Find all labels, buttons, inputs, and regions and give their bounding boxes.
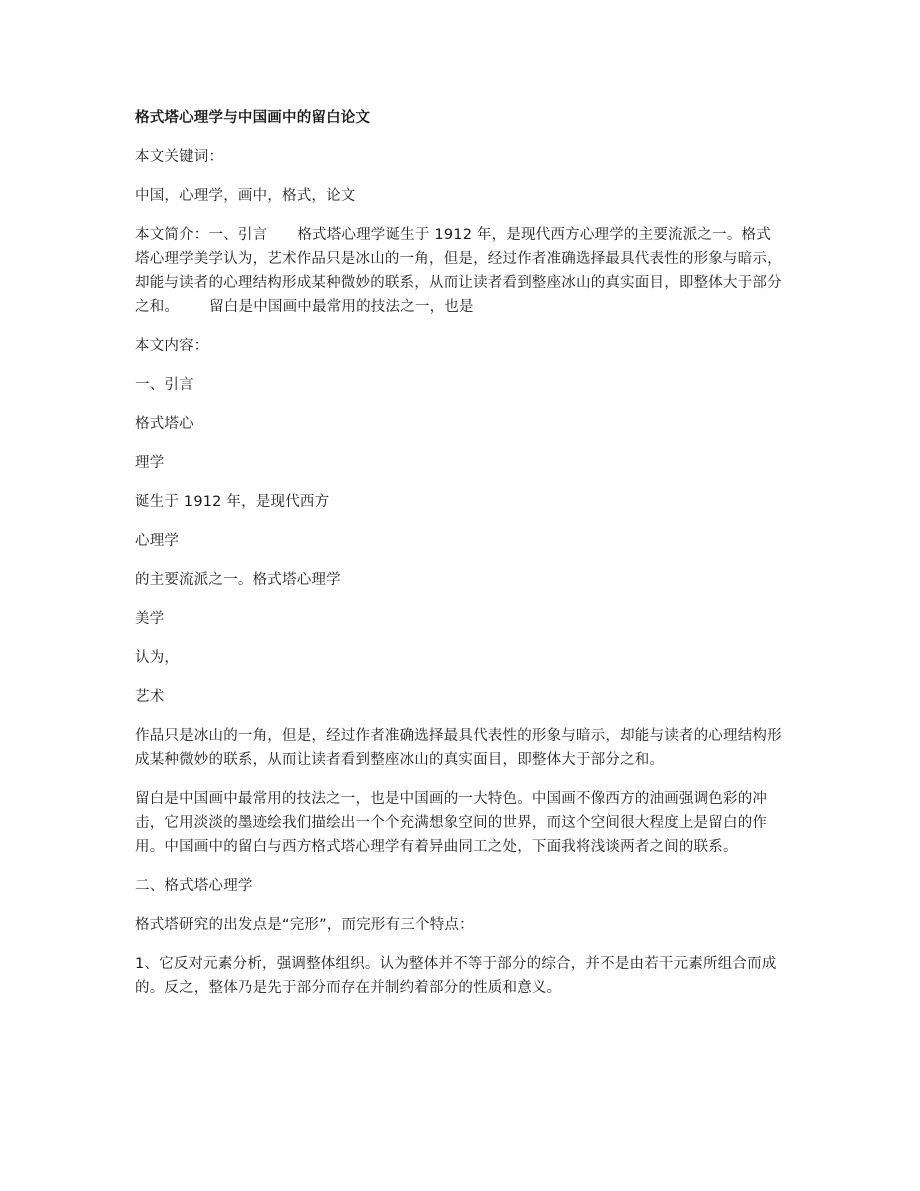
content-fragment: 认为， <box>135 650 180 666</box>
document-title: 格式塔心理学与中国画中的留白论文 <box>135 110 371 126</box>
content-fragment: 格式塔心 <box>135 416 194 432</box>
summary-paragraph <box>135 223 785 319</box>
keywords-label: 本文关键词： <box>135 149 224 165</box>
body-paragraph: 留白是中国画中最常用的技法之一，也是中国画的一大特色。中国画不像西方的油画强调色彩的冲击，它用淡淡的墨迹绘我们描绘出一个个充满想象空间的世界，而这个空间很大程度上是留白的作用。中国画中的留白与西方格式塔心理学有着异曲同工之处，下面我将浅谈两者之间的联系。 <box>135 791 768 855</box>
content-fragment: 理学 <box>135 455 165 471</box>
summary-part-2: 格式塔心理学诞生于 1912 年，是现代西方心理学的主要流派之一。格式塔心理学美学认为，艺术作品只是冰山的一角，但是，经过作者准确选择最具代表性的形象与暗示，却能与读者的心理结构形成某种微妙的联系，从而让读者看到整座冰山的真实面目，即整体大于部分之和。 <box>135 227 782 315</box>
content-fragment: 美学 <box>135 611 165 627</box>
summary-part-1: 一、引言 <box>208 227 268 243</box>
content-label: 本文内容： <box>135 338 209 354</box>
summary-label: 本文简介： <box>135 227 209 243</box>
content-fragment: 诞生于 1912 年，是现代西方 <box>135 494 330 510</box>
body-paragraph: 1、它反对元素分析，强调整体组织。认为整体并不等于部分的综合，并不是由若干元素所组合而成的。反之，整体乃是先于部分而存在并制约着部分的性质和意义。 <box>135 956 777 996</box>
section-heading: 一、引言 <box>135 377 194 393</box>
body-paragraph: 作品只是冰山的一角，但是，经过作者准确选择最具代表性的形象与暗示，却能与读者的心理结构形成某种微妙的联系，从而让读者看到整座冰山的真实面目，即整体大于部分之和。 <box>135 728 782 768</box>
keywords-text: 中国，心理学，画中，格式，论文 <box>135 188 356 204</box>
content-fragment: 心理学 <box>135 533 180 549</box>
content-fragment: 的主要流派之一。格式塔心理学 <box>135 572 341 588</box>
document-page <box>135 106 785 1015</box>
body-paragraph: 格式塔研究的出发点是“完形”，而完形有三个特点： <box>135 917 474 933</box>
section-heading: 二、格式塔心理学 <box>135 878 253 894</box>
content-fragment: 艺术 <box>135 689 165 705</box>
summary-part-3: 留白是中国画中最常用的技法之一，也是 <box>209 299 474 315</box>
